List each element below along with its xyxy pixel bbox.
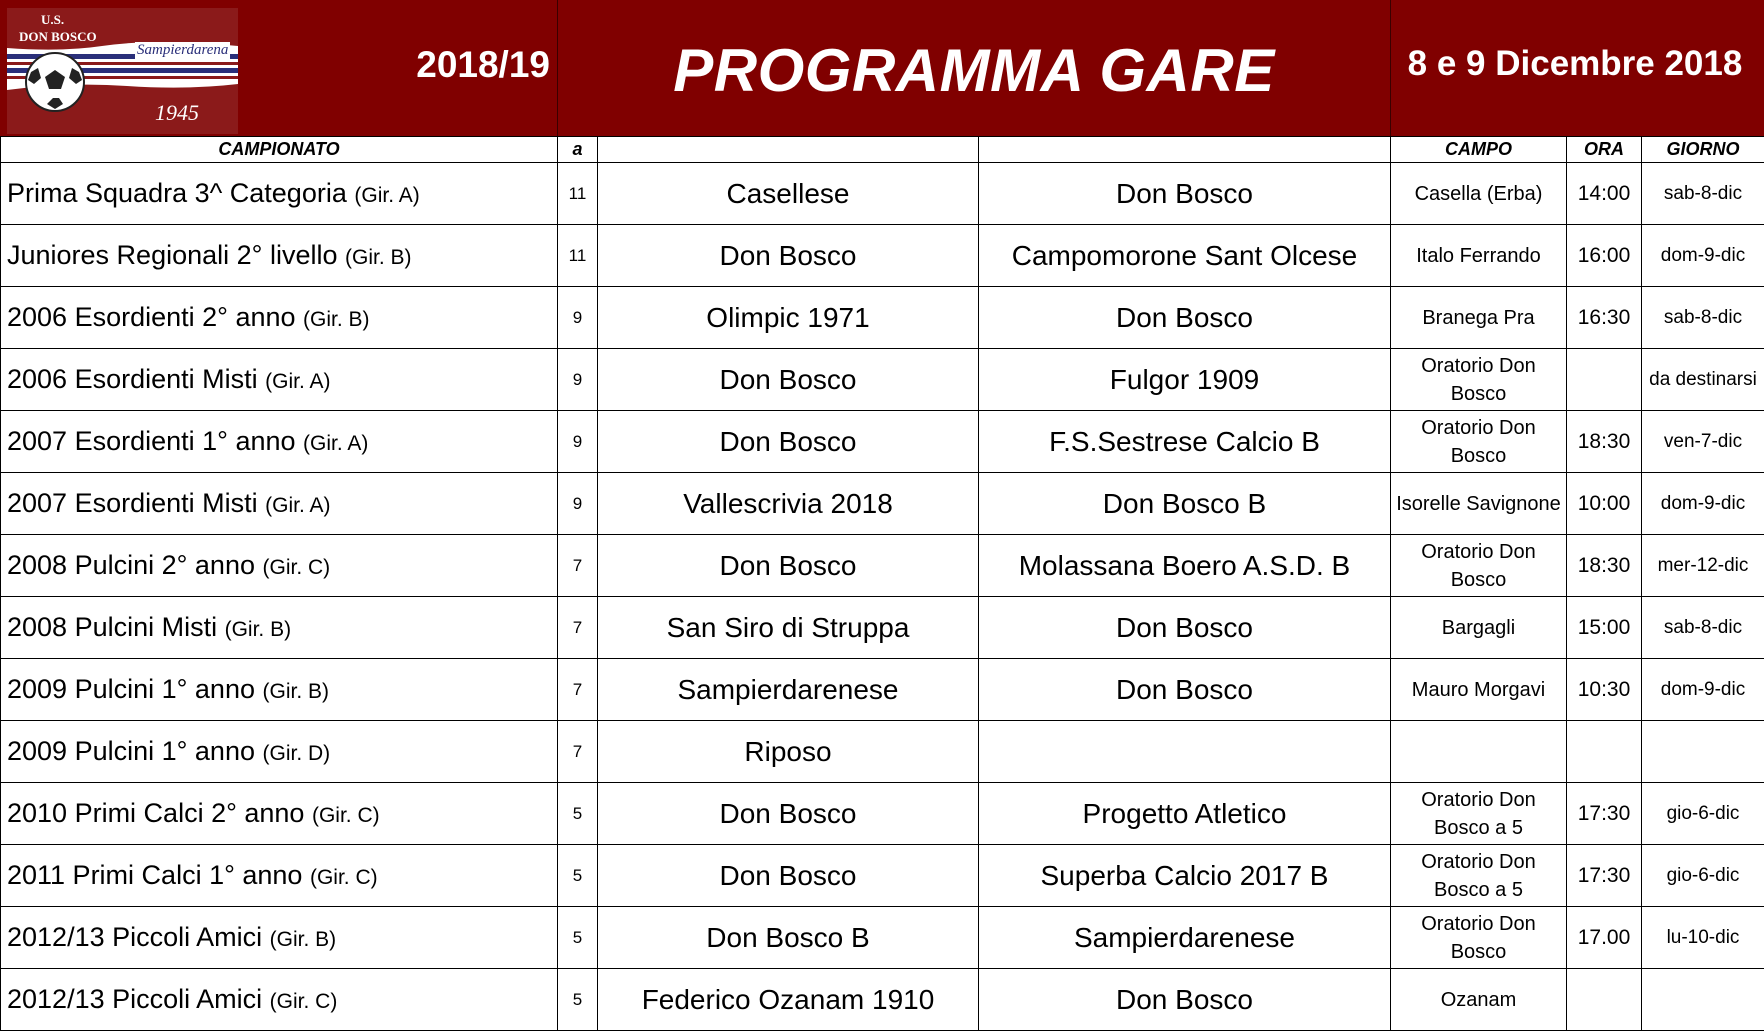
round-cell: 9	[558, 473, 598, 535]
day-cell: da destinarsi	[1642, 349, 1764, 411]
time-cell: 17.00	[1567, 907, 1642, 969]
round-cell: 5	[558, 969, 598, 1031]
round-cell: 5	[558, 845, 598, 907]
day-cell: gio-6-dic	[1642, 783, 1764, 845]
table-row	[1, 969, 1764, 1031]
column-header-giorno: GIORNO	[1642, 137, 1764, 163]
home-team-cell: Vallescrivia 2018	[598, 473, 979, 535]
time-cell: 18:30	[1567, 535, 1642, 597]
away-team-cell	[979, 721, 1391, 783]
championship-cell	[1, 845, 558, 907]
group-label: (Gir. B)	[225, 618, 292, 641]
logo-year: 1945	[155, 100, 199, 126]
away-team-cell: Sampierdarenese	[979, 907, 1391, 969]
table-row	[1, 597, 1764, 659]
home-team-cell: San Siro di Struppa	[598, 597, 979, 659]
away-team-cell: Don Bosco	[979, 597, 1391, 659]
table-row	[1, 287, 1764, 349]
championship-name: 2007 Esordienti 1° anno	[7, 426, 296, 456]
day-cell: sab-8-dic	[1642, 163, 1764, 225]
away-team-cell: Don Bosco B	[979, 473, 1391, 535]
venue-cell: Branega Pra	[1391, 287, 1567, 349]
table-row	[1, 411, 1764, 473]
round-cell: 7	[558, 659, 598, 721]
home-team-cell: Federico Ozanam 1910	[598, 969, 979, 1031]
fixtures-table	[0, 136, 1764, 1031]
home-team-cell: Don Bosco	[598, 783, 979, 845]
time-cell: 18:30	[1567, 411, 1642, 473]
championship-cell	[1, 597, 558, 659]
logo-script: Sampierdarena	[135, 42, 230, 59]
table-row	[1, 845, 1764, 907]
time-cell: 10:00	[1567, 473, 1642, 535]
header-banner	[0, 0, 1764, 136]
championship-cell	[1, 535, 558, 597]
away-team-cell: Fulgor 1909	[979, 349, 1391, 411]
away-team-cell: Don Bosco	[979, 287, 1391, 349]
time-cell: 14:00	[1567, 163, 1642, 225]
championship-cell	[1, 349, 558, 411]
time-cell: 17:30	[1567, 845, 1642, 907]
day-cell: mer-12-dic	[1642, 535, 1764, 597]
day-cell	[1642, 721, 1764, 783]
away-team-cell: Don Bosco	[979, 163, 1391, 225]
time-cell	[1567, 969, 1642, 1031]
group-label: (Gir. B)	[270, 928, 337, 951]
championship-name: Prima Squadra 3^ Categoria	[7, 178, 347, 208]
venue-cell: Bargagli	[1391, 597, 1567, 659]
group-label: (Gir. D)	[263, 742, 331, 765]
group-label: (Gir. A)	[265, 370, 330, 393]
venue-cell: Oratorio Don Bosco	[1391, 411, 1567, 473]
championship-name: 2006 Esordienti 2° anno	[7, 302, 296, 332]
venue-cell: Oratorio Don Bosco	[1391, 535, 1567, 597]
championship-name: 2008 Pulcini 2° anno	[7, 550, 255, 580]
away-team-cell: Don Bosco	[979, 659, 1391, 721]
round-cell: 5	[558, 907, 598, 969]
round-cell: 7	[558, 721, 598, 783]
championship-name: 2008 Pulcini Misti	[7, 612, 217, 642]
day-cell	[1642, 969, 1764, 1031]
page-title: PROGRAMMA GARE	[558, 36, 1390, 105]
time-cell: 16:30	[1567, 287, 1642, 349]
date-label: 8 e 9 Dicembre 2018	[1390, 44, 1760, 84]
group-label: (Gir. C)	[270, 990, 338, 1013]
table-row	[1, 721, 1764, 783]
home-team-cell: Riposo	[598, 721, 979, 783]
table-row	[1, 535, 1764, 597]
championship-name: 2012/13 Piccoli Amici	[7, 984, 262, 1014]
round-cell: 11	[558, 225, 598, 287]
table-header-row	[1, 137, 1764, 163]
column-header-a: a	[558, 137, 598, 163]
column-header-campo: CAMPO	[1391, 137, 1567, 163]
venue-cell: Mauro Morgavi	[1391, 659, 1567, 721]
away-team-cell: Superba Calcio 2017 B	[979, 845, 1391, 907]
day-cell: ven-7-dic	[1642, 411, 1764, 473]
group-label: (Gir. B)	[303, 308, 370, 331]
away-team-cell: F.S.Sestrese Calcio B	[979, 411, 1391, 473]
championship-name: Juniores Regionali 2° livello	[7, 240, 337, 270]
championship-cell	[1, 907, 558, 969]
day-cell: dom-9-dic	[1642, 473, 1764, 535]
day-cell: lu-10-dic	[1642, 907, 1764, 969]
column-header-ora: ORA	[1567, 137, 1642, 163]
venue-cell: Oratorio Don Bosco a 5	[1391, 845, 1567, 907]
season-label: 2018/19	[250, 44, 550, 86]
soccer-ball-icon	[26, 53, 84, 111]
table-row	[1, 783, 1764, 845]
round-cell: 7	[558, 535, 598, 597]
time-cell: 16:00	[1567, 225, 1642, 287]
round-cell: 11	[558, 163, 598, 225]
day-cell: sab-8-dic	[1642, 597, 1764, 659]
home-team-cell: Don Bosco	[598, 225, 979, 287]
time-cell: 17:30	[1567, 783, 1642, 845]
time-cell: 10:30	[1567, 659, 1642, 721]
logo-line2: DON BOSCO	[19, 29, 97, 45]
home-team-cell: Olimpic 1971	[598, 287, 979, 349]
venue-cell: Italo Ferrando	[1391, 225, 1567, 287]
home-team-cell: Sampierdarenese	[598, 659, 979, 721]
championship-name: 2009 Pulcini 1° anno	[7, 674, 255, 704]
home-team-cell: Don Bosco	[598, 845, 979, 907]
group-label: (Gir. B)	[345, 246, 412, 269]
away-team-cell: Progetto Atletico	[979, 783, 1391, 845]
home-team-cell: Don Bosco	[598, 411, 979, 473]
round-cell: 9	[558, 349, 598, 411]
group-label: (Gir. C)	[310, 866, 378, 889]
column-header-away	[979, 137, 1391, 163]
table-row	[1, 163, 1764, 225]
day-cell: dom-9-dic	[1642, 225, 1764, 287]
home-team-cell: Don Bosco	[598, 349, 979, 411]
round-cell: 9	[558, 287, 598, 349]
venue-cell: Isorelle Savignone	[1391, 473, 1567, 535]
away-team-cell: Molassana Boero A.S.D. B	[979, 535, 1391, 597]
day-cell: dom-9-dic	[1642, 659, 1764, 721]
venue-cell: Ozanam	[1391, 969, 1567, 1031]
championship-cell	[1, 163, 558, 225]
championship-cell	[1, 783, 558, 845]
championship-cell	[1, 411, 558, 473]
club-logo	[7, 8, 238, 134]
group-label: (Gir. A)	[354, 184, 419, 207]
table-row	[1, 349, 1764, 411]
group-label: (Gir. C)	[312, 804, 380, 827]
championship-cell	[1, 287, 558, 349]
championship-cell	[1, 659, 558, 721]
championship-cell	[1, 473, 558, 535]
away-team-cell: Campomorone Sant Olcese	[979, 225, 1391, 287]
championship-cell	[1, 225, 558, 287]
venue-cell: Oratorio Don Bosco	[1391, 349, 1567, 411]
column-header-home	[598, 137, 979, 163]
group-label: (Gir. A)	[265, 494, 330, 517]
table-row	[1, 907, 1764, 969]
venue-cell: Oratorio Don Bosco a 5	[1391, 783, 1567, 845]
home-team-cell: Casellese	[598, 163, 979, 225]
championship-cell	[1, 721, 558, 783]
championship-name: 2006 Esordienti Misti	[7, 364, 258, 394]
venue-cell	[1391, 721, 1567, 783]
day-cell: sab-8-dic	[1642, 287, 1764, 349]
time-cell	[1567, 721, 1642, 783]
championship-name: 2007 Esordienti Misti	[7, 488, 258, 518]
table-row	[1, 225, 1764, 287]
time-cell: 15:00	[1567, 597, 1642, 659]
group-label: (Gir. B)	[263, 680, 330, 703]
away-team-cell: Don Bosco	[979, 969, 1391, 1031]
championship-name: 2011 Primi Calci 1° anno	[7, 860, 302, 890]
group-label: (Gir. A)	[303, 432, 368, 455]
championship-name: 2010 Primi Calci 2° anno	[7, 798, 304, 828]
day-cell: gio-6-dic	[1642, 845, 1764, 907]
column-header-campionato: CAMPIONATO	[1, 137, 558, 163]
venue-cell: Oratorio Don Bosco	[1391, 907, 1567, 969]
round-cell: 5	[558, 783, 598, 845]
time-cell	[1567, 349, 1642, 411]
home-team-cell: Don Bosco	[598, 535, 979, 597]
venue-cell: Casella (Erba)	[1391, 163, 1567, 225]
championship-name: 2009 Pulcini 1° anno	[7, 736, 255, 766]
round-cell: 7	[558, 597, 598, 659]
table-row	[1, 473, 1764, 535]
table-row	[1, 659, 1764, 721]
home-team-cell: Don Bosco B	[598, 907, 979, 969]
logo-line1: U.S.	[41, 12, 64, 28]
round-cell: 9	[558, 411, 598, 473]
championship-cell	[1, 969, 558, 1031]
championship-name: 2012/13 Piccoli Amici	[7, 922, 262, 952]
group-label: (Gir. C)	[263, 556, 331, 579]
